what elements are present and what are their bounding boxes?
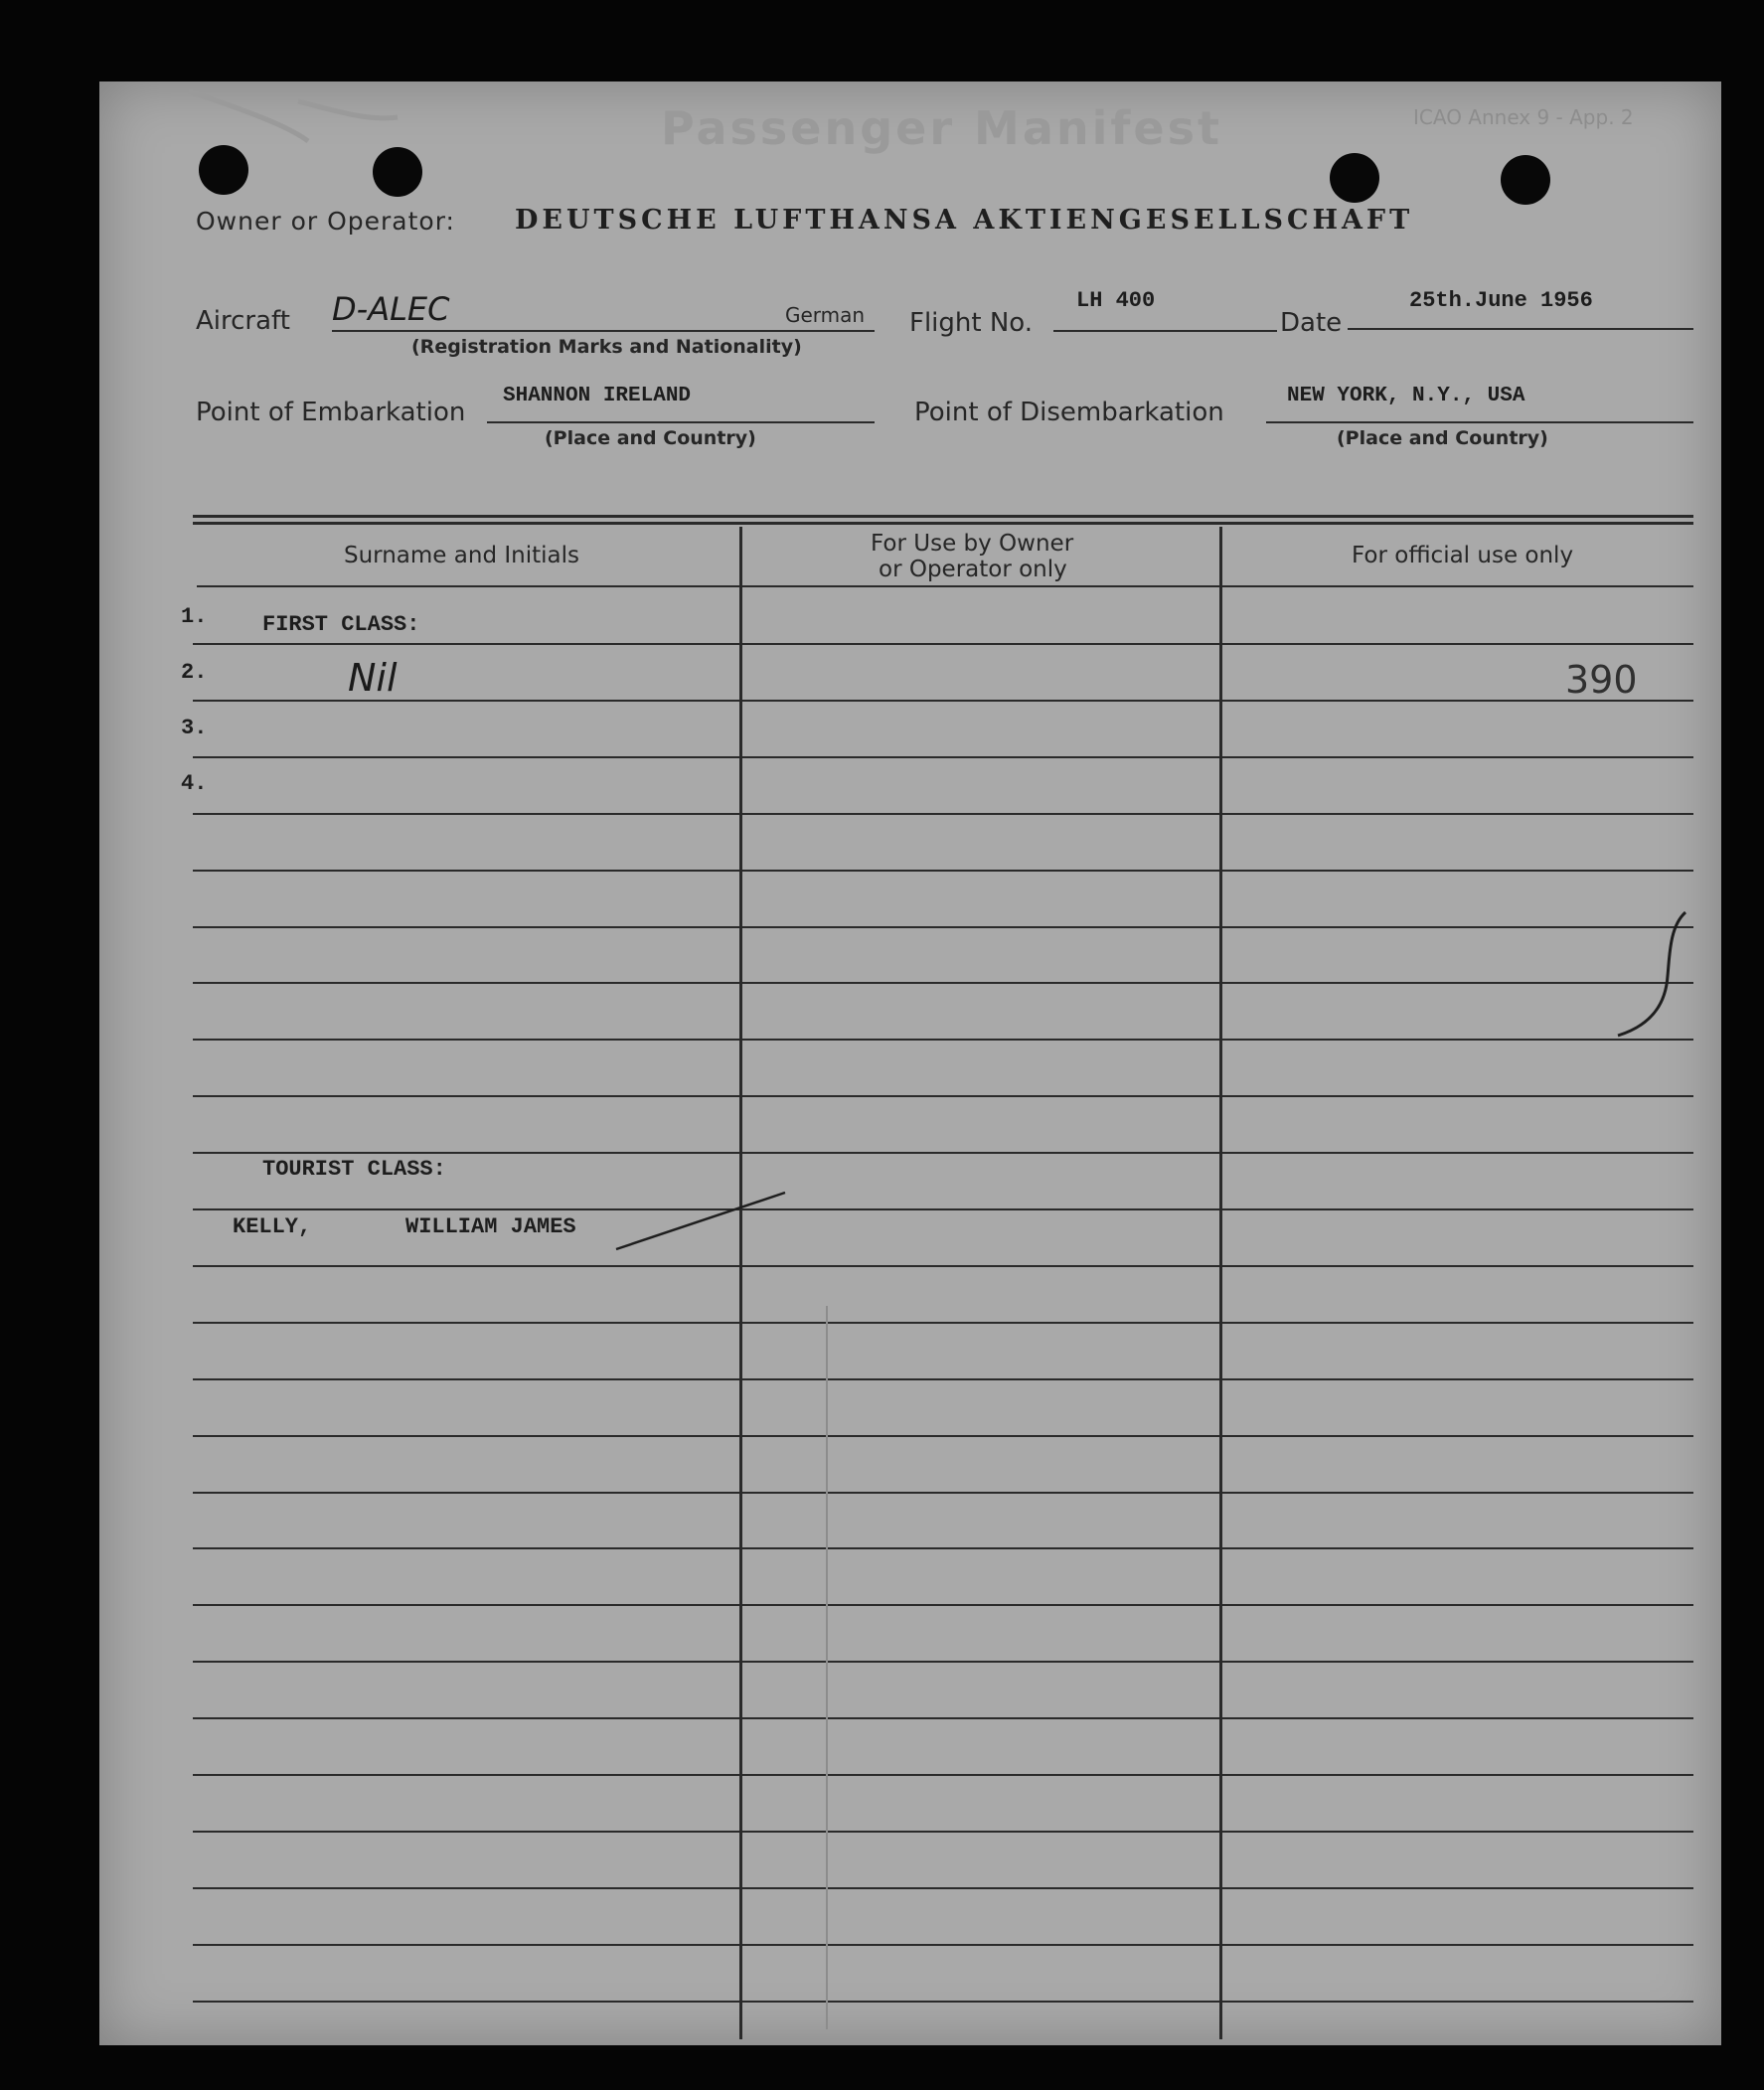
manifest-sheet	[99, 81, 1721, 2045]
owner-label: Owner or Operator:	[196, 207, 455, 236]
aircraft-value: D-ALEC	[332, 290, 450, 328]
passenger-given-names: WILLIAM JAMES	[405, 1214, 576, 1239]
col-surname-header: Surname and Initials	[344, 543, 579, 568]
form-reference: ICAO Annex 9 - App. 2	[1413, 105, 1634, 129]
form-title: Passenger Manifest	[661, 101, 1222, 155]
date-value: 25th.June 1956	[1409, 288, 1593, 313]
aircraft-nationality: German	[785, 303, 866, 327]
row-number: 3.	[181, 716, 208, 740]
row-number: 4.	[181, 771, 208, 796]
disembark-caption: (Place and Country)	[1337, 427, 1548, 449]
flight-label: Flight No.	[909, 308, 1034, 338]
aircraft-label: Aircraft	[196, 306, 290, 336]
col-owner-header-1: For Use by Owner	[871, 531, 1074, 557]
col-owner-header-2: or Operator only	[879, 557, 1067, 582]
embark-label: Point of Embarkation	[196, 398, 466, 427]
first-class-label: FIRST CLASS:	[262, 612, 420, 637]
aircraft-caption: (Registration Marks and Nationality)	[411, 336, 802, 358]
flight-value: LH 400	[1076, 288, 1156, 313]
row-number: 2.	[181, 660, 208, 685]
smudge-mark	[189, 91, 398, 141]
first-class-entry: Nil	[348, 656, 398, 700]
embark-value: SHANNON IRELAND	[503, 385, 692, 407]
disembark-label: Point of Disembarkation	[914, 398, 1224, 427]
embark-caption: (Place and Country)	[545, 427, 756, 449]
passenger-surname: KELLY,	[233, 1214, 312, 1239]
col-official-header: For official use only	[1352, 543, 1574, 568]
pencil-s-mark	[1618, 912, 1685, 1036]
owner-value: DEUTSCHE LUFTHANSA AKTIENGESELLSCHAFT	[515, 205, 1414, 236]
official-number: 390	[1565, 658, 1638, 702]
pencil-tick-mark	[616, 1193, 785, 1249]
pen-marks	[99, 81, 1721, 2045]
date-label: Date	[1280, 308, 1343, 338]
tourist-class-label: TOURIST CLASS:	[262, 1157, 446, 1182]
row-number: 1.	[181, 604, 208, 629]
disembark-value: NEW YORK, N.Y., USA	[1287, 385, 1525, 407]
